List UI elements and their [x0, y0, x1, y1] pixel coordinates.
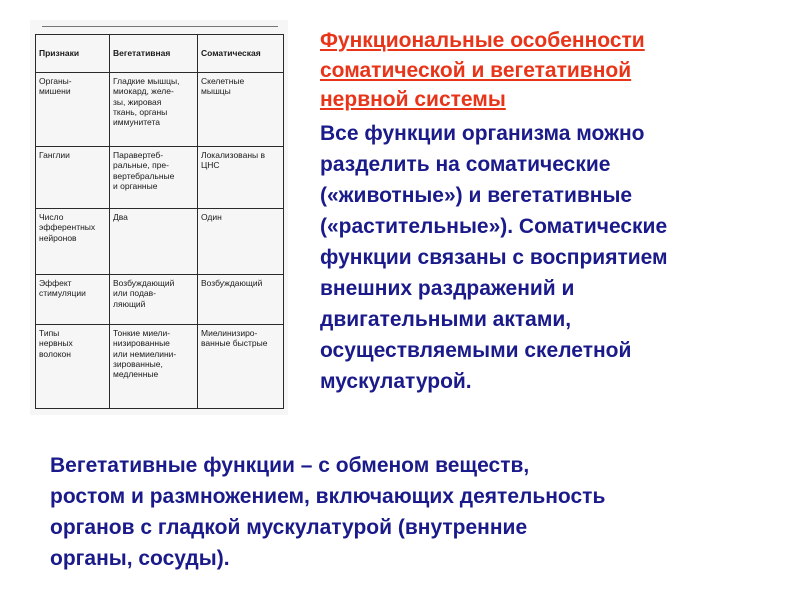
table-cell: Органы- мишени [36, 73, 110, 147]
table-cell: Эффект стимуляции [36, 275, 110, 325]
table-cell: Возбуждающий [198, 275, 284, 325]
table-cell: Типы нервных волокон [36, 325, 110, 409]
table-header-row [36, 35, 284, 73]
slide-title: Функциональные особенности соматической и вегетативной нервной системы [320, 29, 645, 111]
header-cell: Вегетативная [110, 35, 198, 73]
table-row [36, 147, 284, 209]
intro-paragraph: Все функции организма можно разделить на соматические («животные») и вегетативные («растительные»). Соматические функции связаны с восприятием внешних раздражений и двигательными актами, осуществляемыми скелетной мускулатурой. [320, 122, 668, 393]
comparison-table [35, 34, 284, 409]
table-row [36, 275, 284, 325]
table-cell: Возбуждающий или подав- ляющий [110, 275, 198, 325]
table-cell: Число эфферентных нейронов [36, 209, 110, 275]
table-cell: Локализованы в ЦНС [198, 147, 284, 209]
table-row [36, 209, 284, 275]
scanned-table-image [30, 20, 288, 415]
table-row [36, 73, 284, 147]
table-cell: Два [110, 209, 198, 275]
table-cell: Тонкие миели- низированные или немиелини- зированные, медленные [110, 325, 198, 409]
table-row [36, 325, 284, 409]
table-cell: Ганглии [36, 147, 110, 209]
vegetative-functions-paragraph: Вегетативные функции – с обменом веществ, ростом и размножением, включающих деятельность органов с гладкой мускулатурой (внутренние органы, сосуды). [50, 454, 606, 570]
header-cell: Признаки [36, 35, 110, 73]
table-cell: Гладкие мышцы, миокард, желе- зы, жировая ткань, органы иммунитета [110, 73, 198, 147]
table-cell: Скелетные мышцы [198, 73, 284, 147]
table-cell: Миелинизиро- ванные быстрые [198, 325, 284, 409]
table-cell: Один [198, 209, 284, 275]
table-cell: Паравертеб- ральные, пре- вертебральные и органные [110, 147, 198, 209]
header-cell: Соматическая [198, 35, 284, 73]
scan-edge-line [42, 26, 278, 27]
